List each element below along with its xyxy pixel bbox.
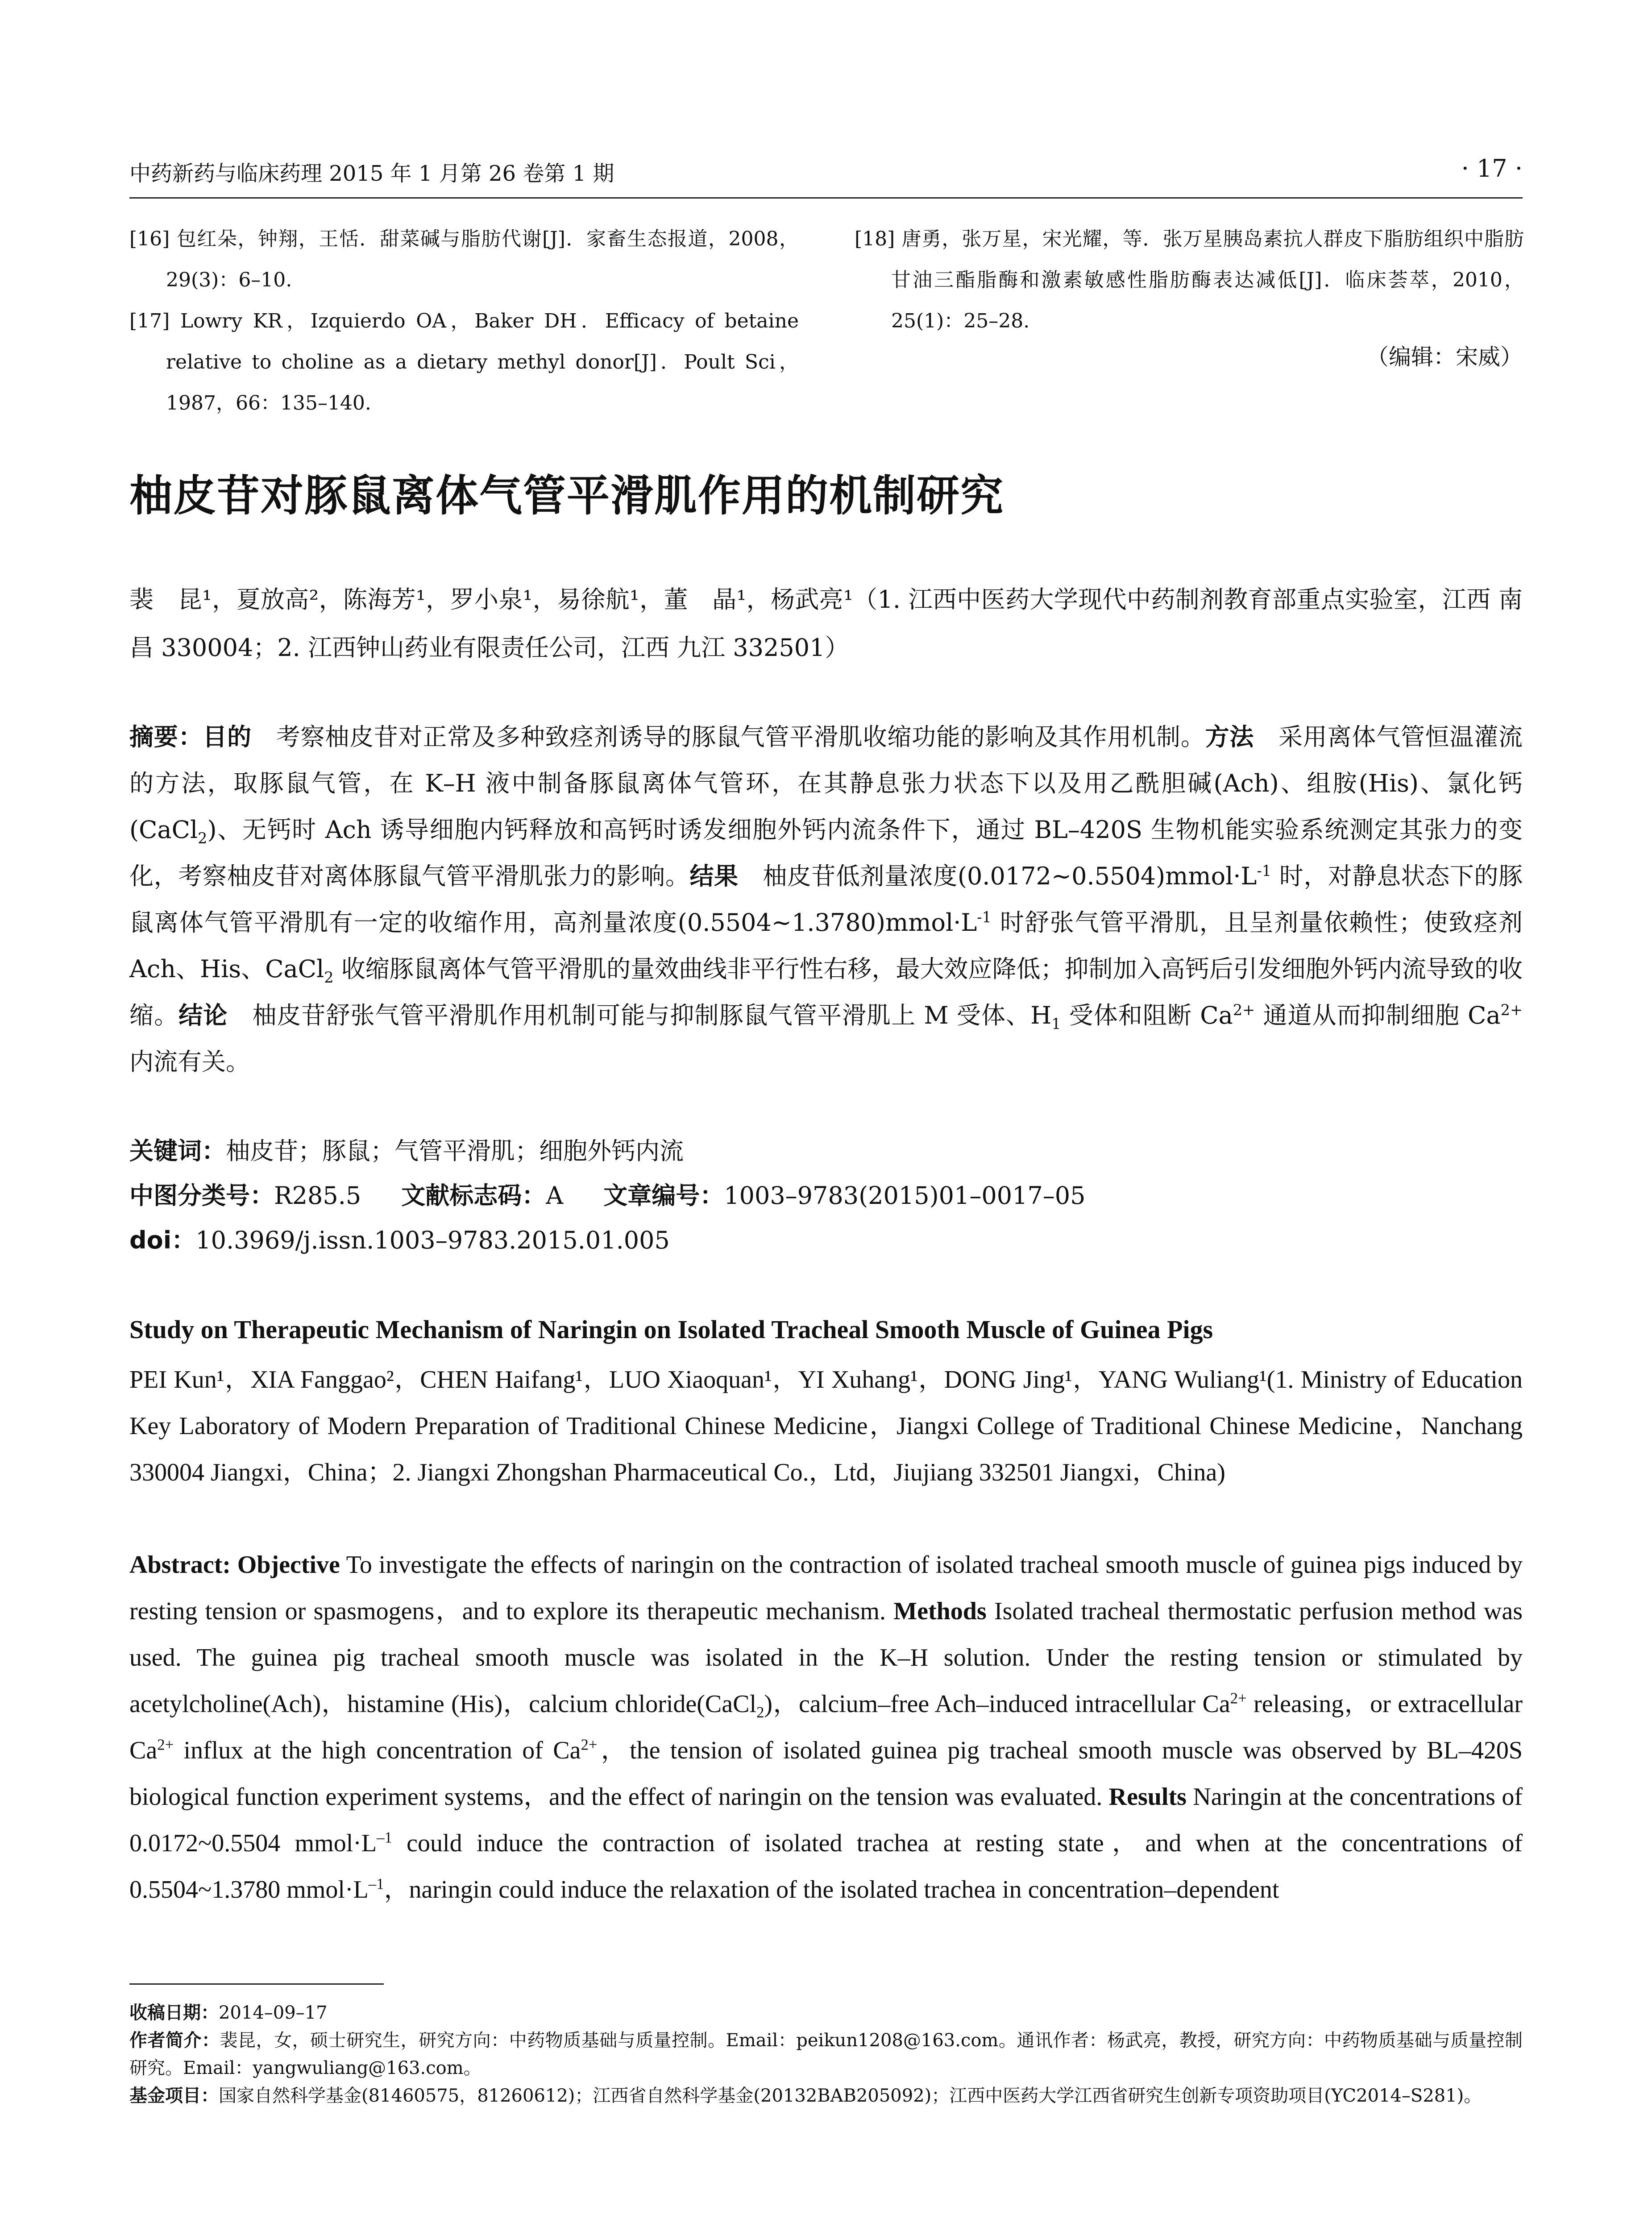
english-authors: PEI Kun¹，XIA Fanggao²，CHEN Haifang¹，LUO Xiaoquan¹，YI Xuhang¹，DONG Jing¹，YANG Wuliang¹(1. Ministry of Education Key Laboratory of Modern Preparation of Traditional Chinese Medicine，Jiangxi College of Traditional Chinese Medicine，Nanchang 330004 Jiangxi，China；2. Jiangxi Zhongshan Pharmaceutical Co.，Ltd，Jiujiang 332501 Jiangxi，China) <box>129 1366 1523 1486</box>
article-number-label: 文章编号： <box>603 1182 724 1210</box>
footnotes <box>129 1999 1523 2110</box>
author-bio: 作者简介：裴昆，女，硕士研究生，研究方向：中药物质基础与质量控制。Email：peikun1208@163.com。通讯作者：杨武亮，教授，研究方向：中药物质基础与质量控制研究。Email：yangwuliang@163.com。 <box>129 2030 1523 2078</box>
cn-classification <box>129 1174 1523 1218</box>
en-methods-label: Methods <box>893 1597 987 1625</box>
en-abstract-label: Abstract: <box>129 1551 237 1579</box>
reference-list-right <box>855 219 1524 342</box>
en-results-label: Results <box>1108 1783 1187 1811</box>
abstract-label: 摘要： <box>129 723 203 751</box>
author-affiliation: （1. 江西中医药大学现代中药制剂教育部重点实验室，江西 南昌 330004；2. 江西钟山药业有限责任公司，江西 九江 332501） <box>129 585 1523 662</box>
footnote-rule <box>129 1983 384 1985</box>
methods-label: 方法 <box>1205 723 1254 751</box>
header-rule <box>129 197 1523 199</box>
english-title: Study on Therapeutic Mechanism of Naringin on Isolated Tracheal Smooth Muscle of Guinea Pigs <box>129 1315 1213 1344</box>
reference-item: [17] Lowry KR，Izquierdo OA，Baker DH．Efficacy of betaine relative to choline as a dietary methyl donor[J]．Poult Sci，1987，66：135–140. <box>129 310 799 415</box>
cn-keywords <box>129 1129 1523 1174</box>
reference-item: [16] 包红朵，钟翔，王恬．甜菜碱与脂肪代谢[J]．家畜生态报道，2008，29(3)：6–10. <box>129 228 799 291</box>
cn-abstract: 摘要：目的 考察柚皮苷对正常及多种致痉剂诱导的豚鼠气管平滑肌收缩功能的影响及其作用机制。方法 采用离体气管恒温灌流的方法，取豚鼠气管，在 K–H 液中制备豚鼠离体气管环，在其静息张力状态下以及用乙酰胆碱(Ach)、组胺(His)、氯化钙(CaCl$_2$)、无钙时 Ach 诱导细胞内钙释放和高钙时诱发细胞外钙内流条件下，通过 BL–420S 生物机能实验系统测定其张力的变化，考察柚皮苷对离体豚鼠气管平滑肌张力的影响。结果 柚皮苷低剂量浓度$(0.0172\sim 0.5504)mmol\cdot L^{-1}$ 时，对静息状态下的豚鼠离体气管平滑肌有一定的收缩作用，高剂量浓度$(0.5504\sim 1.3780)mmol\cdot L^{-1}$ 时舒张气管平滑肌，且呈剂量依赖性；使致痉剂 Ach、His、CaCl$_2$ 收缩豚鼠离体气管平滑肌的量效曲线非平行性右移，最大效应降低；抑制加入高钙后引发细胞外钙内流导致的收缩。结论 柚皮苷舒张气管平滑肌作用机制可能与抑制豚鼠气管平滑肌上 M 受体、$H_1$ 受体和阻断 $Ca^{2+}$ 通道从而抑制细胞 $Ca^{2+}$ 内流有关。 <box>129 723 1523 1076</box>
editor-note: （编辑：宋威） <box>1366 344 1523 370</box>
doc-code-label: 文献标志码： <box>401 1182 546 1210</box>
received-date: 收稿日期：2014–09–17 <box>129 2003 328 2023</box>
reference-list-left <box>129 219 799 424</box>
doi-line <box>129 1218 1523 1263</box>
clc-value: R285.5 <box>274 1182 361 1210</box>
article-number-value: 1003–9783(2015)01–0017–05 <box>724 1182 1086 1210</box>
article-title: 柚皮苷对豚鼠离体气管平滑肌作用的机制研究 <box>129 471 1004 521</box>
en-objective-label: Objective <box>237 1551 340 1579</box>
page-number: · 17 · <box>1461 154 1523 182</box>
author-names: 裴 昆¹，夏放高²，陈海芳¹，罗小泉¹，易徐航¹，董 晶¹，杨武亮¹ <box>129 585 853 614</box>
doc-code-value: A <box>546 1182 564 1210</box>
clc-label: 中图分类号： <box>129 1182 274 1210</box>
running-header <box>129 156 1523 187</box>
journal-name: 中药新药与临床药理 2015 年 1 月第 26 卷第 1 期 <box>129 161 614 186</box>
cn-authors <box>129 576 1523 672</box>
keywords-value: 柚皮苷；豚鼠；气管平滑肌；细胞外钙内流 <box>226 1137 684 1165</box>
keywords-label: 关键词： <box>129 1137 226 1165</box>
objective-label: 目的 <box>203 723 252 751</box>
results-label: 结果 <box>689 862 739 890</box>
funding: 基金项目：国家自然科学基金(81460575，81260612)；江西省自然科学基金(20132BAB205092)；江西中医药大学江西省研究生创新专项资助项目(YC2014–S281)。 <box>129 2086 1482 2106</box>
english-abstract: Abstract: Objective To investigate the effects of naringin on the contraction of isolated tracheal smooth muscle of guinea pigs induced by resting tension or spasmogens，and to explore its therapeutic mechanism. Methods Isolated tracheal thermostatic perfusion method was used. The guinea pig tracheal smooth muscle was isolated in the K–H solution. Under the resting tension or stimulated by acetylcholine(Ach)，histamine (His)，calcium chloride(CaCl$_2$)，calcium–free Ach–induced intracellular $Ca^{2+}$ releasing，or extracellular $Ca^{2+}$ influx at the high concentration of $Ca^{2+}$，the tension of isolated guinea pig tracheal smooth muscle was observed by BL–420S biological function experiment systems，and the effect of naringin on the tension was evaluated. Results Naringin at the concentrations of 0.0172~0.5504 $mmol\cdot L^{-1}$ could induce the contraction of isolated trachea at resting state，and when at the concentrations of 0.5504~1.3780 $mmol\cdot L^{-1}$，naringin could induce the relaxation of the isolated trachea in concentration–dependent <box>129 1551 1523 1903</box>
conclusion-label: 结论 <box>178 1001 228 1029</box>
reference-item: [18] 唐勇，张万星，宋光耀，等．张万星胰岛素抗人群皮下脂肪组织中脂肪甘油三酯脂酶和激素敏感性脂肪酶表达减低[J]．临床荟萃，2010，25(1)：25–28. <box>855 228 1524 332</box>
doi-value[interactable]: 10.3969/j.issn.1003–9783.2015.01.005 <box>195 1226 670 1254</box>
doi-label: doi： <box>129 1226 196 1254</box>
